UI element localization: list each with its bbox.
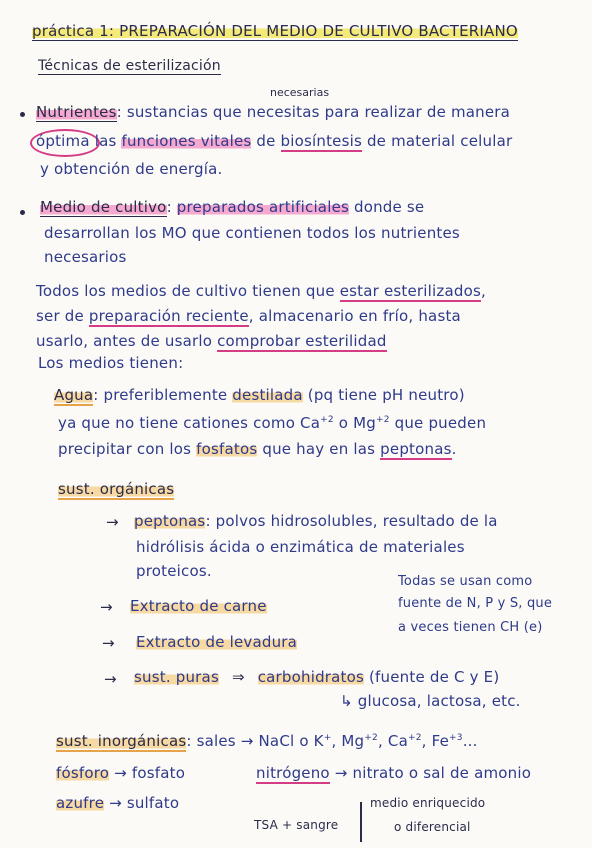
todos-line-2: [36, 307, 461, 325]
agua-l2b: o Mg: [333, 414, 376, 432]
medio-l3: necesarios: [44, 248, 127, 266]
agua-line-2: [58, 414, 486, 432]
azufre-rest: → sulfato: [104, 794, 180, 812]
medio-term: Medio de cultivo: [40, 198, 167, 216]
agua-l3e: .: [451, 440, 457, 458]
medio-note-l1: medio enriquecido: [370, 796, 486, 810]
peptonas-term: peptonas: [134, 512, 206, 530]
fosforo-term: fósforo: [56, 764, 110, 782]
arrow-icon: →: [102, 634, 115, 652]
agua-destilada: destilada: [232, 386, 303, 404]
carbohidratos-term: carbohidratos: [257, 668, 365, 686]
azufre-term: azufre: [56, 794, 105, 812]
todos-l2c: , almacenario en frío, hasta: [248, 307, 461, 325]
agua-term: Agua: [54, 386, 94, 404]
glucosa-line: [340, 692, 521, 710]
arrow-icon: →: [106, 513, 119, 531]
arrow-puras: [104, 670, 117, 688]
agua-sup1: +2: [320, 415, 334, 425]
fosforo-nitrogeno-line: [56, 764, 185, 782]
page-title: [32, 22, 518, 40]
peptonas-l1: : polvos hidrosolubles, resultado de la: [205, 512, 498, 530]
nutrientes-l2f: de material celular: [361, 132, 513, 150]
todos-l1a: Todos los medios de cultivo tienen que: [36, 282, 340, 300]
todos-l2a: ser de: [36, 307, 89, 325]
nitrogeno-term: nitrógeno: [256, 764, 330, 782]
extracto-levadura-text: Extracto de levadura: [136, 633, 298, 651]
peptonas-l2: hidrólisis ácida o enzimática de materiales: [136, 538, 465, 556]
side-note-l1: Todas se usan como: [398, 574, 533, 589]
todos-line-1: [36, 282, 486, 300]
agua-l3c: que hay en las: [257, 440, 381, 458]
sup-ca: +2: [407, 733, 422, 743]
nutrientes-l2b: las: [89, 132, 122, 150]
annotation-necesarias: necesarias: [270, 86, 330, 99]
nutrientes-line-3: [40, 160, 222, 178]
organicas-heading: [58, 480, 174, 498]
medio-line-3: [44, 248, 127, 266]
medio-note-l2: o diferencial: [394, 820, 471, 834]
todos-l3a: usarlo, antes de usarlo: [36, 332, 218, 350]
side-note-l2: fuente de N, P y S, que: [398, 596, 553, 611]
sup-fe: +3: [449, 733, 463, 743]
nitrogeno-rest: → nitrato o sal de amonio: [329, 764, 532, 782]
tsa-line: [254, 818, 338, 832]
peptonas-line-1: [134, 512, 498, 530]
bullet-nutrientes: [20, 112, 25, 117]
sup-mg: +2: [364, 733, 378, 743]
agua-l1: : preferiblemente: [93, 386, 233, 404]
medio-preparados: preparados artificiales: [176, 198, 350, 216]
medio-l1c: donde se: [349, 198, 425, 216]
extracto-carne: [130, 597, 267, 615]
agua-l1b: (pq tiene pH neutro): [302, 386, 465, 404]
arrow-levadura: [102, 634, 115, 652]
todos-l1c: ,: [480, 282, 486, 300]
nutrientes-funciones: funciones vitales: [121, 132, 252, 150]
side-note-line-3: [398, 620, 542, 635]
side-note-line-1: [398, 574, 532, 589]
agua-sup2: +2: [375, 415, 390, 425]
medio-l1a: :: [166, 198, 177, 216]
medio-l2: desarrollan los MO que contienen todos los nutrientes: [44, 224, 460, 242]
subtitle-text: Técnicas de esterilización: [38, 58, 221, 74]
agua-peptonas: peptonas: [380, 440, 452, 458]
agua-fosfatos: fosfatos: [196, 440, 258, 458]
tsa-text: TSA + sangre: [254, 818, 339, 832]
page-title-text: práctica 1: PREPARACIÓN DEL MEDIO DE CULTIVO BACTERIANO: [32, 22, 518, 40]
extracto-carne-text: Extracto de carne: [130, 597, 267, 615]
agua-l3a: precipitar con los: [58, 440, 197, 458]
inorganicas-l1c: , Ca: [377, 732, 408, 750]
fosforo-rest: → fosfato: [109, 764, 186, 782]
nutrientes-optima: óptima: [36, 132, 90, 150]
puras-term: sust. puras: [134, 668, 219, 686]
inorganicas-l1b: , Mg: [331, 732, 365, 750]
arrow-icon: →: [104, 670, 117, 688]
carbohidratos-rest: (fuente de C y E): [364, 668, 500, 686]
agua-line-3: [58, 440, 457, 458]
todos-esterilidad: comprobar esterilidad: [217, 332, 387, 350]
side-note-line-2: [398, 596, 552, 611]
inorganicas-l1e: ...: [462, 732, 478, 750]
inorganicas-line-1: [56, 732, 478, 750]
nutrientes-biosintesis: biosíntesis: [280, 132, 362, 150]
inorganicas-heading: sust. inorgánicas: [56, 732, 187, 750]
azufre-line: [56, 794, 179, 812]
nitrogeno-line: [256, 764, 531, 782]
todos-esterilizados: estar esterilizados: [339, 282, 481, 300]
peptonas-line-3: [136, 562, 212, 580]
divider-bar: [360, 802, 362, 842]
peptonas-line-2: [136, 538, 465, 556]
nutrientes-line-1: [36, 103, 510, 121]
agua-l2a: ya que no tiene cationes como Ca: [58, 414, 321, 432]
arrow-peptonas: [106, 513, 119, 531]
todos-l4: Los medios tienen:: [38, 354, 184, 372]
medio-note-line-2: [394, 820, 471, 834]
arrow-icon: →: [100, 598, 113, 616]
puras-line: [134, 668, 499, 686]
sup-k: +: [323, 733, 332, 743]
organicas-heading-text: sust. orgánicas: [58, 480, 175, 498]
bullet-medio: [20, 210, 25, 215]
medio-line-2: [44, 224, 460, 242]
todos-preparacion: preparación reciente: [88, 307, 249, 325]
extracto-levadura: [136, 633, 297, 651]
nutrientes-l1: : sustancias que necesitas para realizar de manera: [116, 103, 511, 121]
nutrientes-l3: y obtención de energía.: [40, 160, 223, 178]
agua-line-1: [54, 386, 465, 404]
glucosa-text: ↳ glucosa, lactosa, etc.: [340, 692, 521, 710]
double-arrow-icon: ⇒: [231, 668, 245, 686]
todos-line-4: [38, 354, 183, 372]
nutrientes-l2d: de: [251, 132, 281, 150]
arrow-carne: [100, 598, 113, 616]
todos-line-3: [36, 332, 387, 350]
inorganicas-l1a: : sales → NaCl o K: [186, 732, 324, 750]
agua-l2c: que pueden: [389, 414, 487, 432]
nutrientes-term: Nutrientes: [36, 103, 117, 121]
medio-note-line-1: [370, 796, 485, 810]
nutrientes-line-2: [36, 132, 512, 150]
peptonas-l3: proteicos.: [136, 562, 212, 580]
section-subtitle: [38, 58, 221, 74]
inorganicas-l1d: , Fe: [421, 732, 450, 750]
medio-line-1: [40, 198, 424, 216]
side-note-l3: a veces tienen CH (e): [398, 620, 543, 635]
